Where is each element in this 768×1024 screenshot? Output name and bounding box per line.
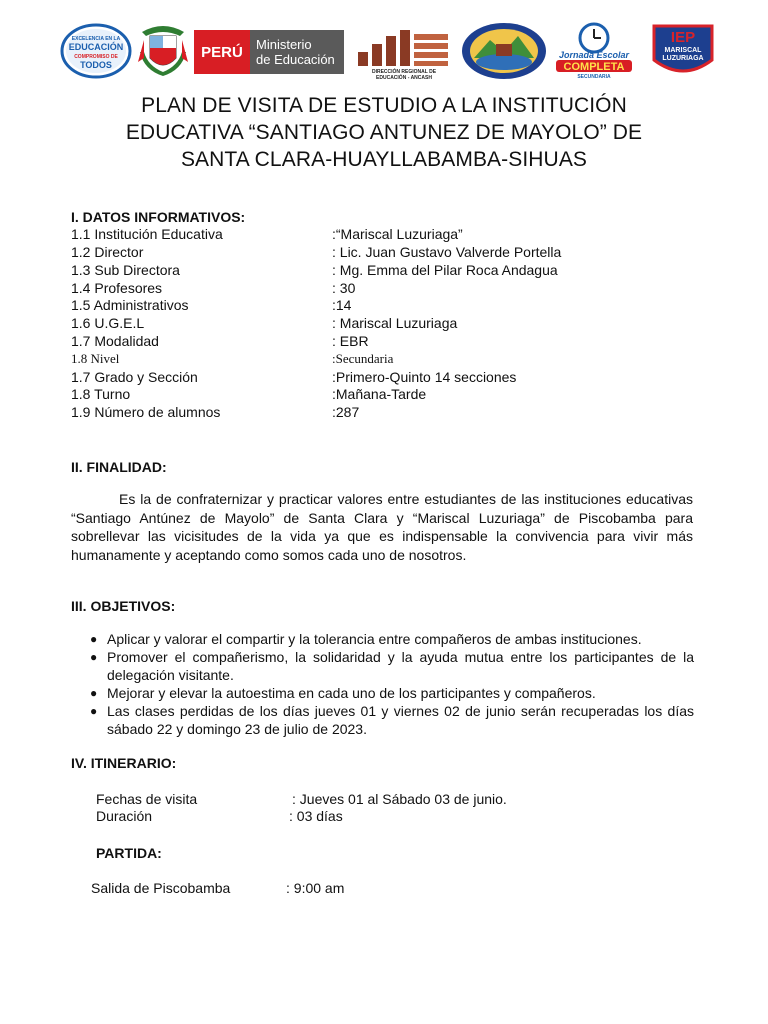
title-line-2: EDUCATIVA “SANTIAGO ANTUNEZ DE MAYOLO” DE bbox=[125, 121, 643, 144]
list-item: ● Mejorar y elevar la autoestima en cada uno de los participantes y compañeros. bbox=[90, 685, 596, 701]
duracion-value: : 03 días bbox=[289, 808, 343, 824]
fechas-value: : Jueves 01 al Sábado 03 de junio. bbox=[292, 791, 507, 807]
fechas-label: Fechas de visita bbox=[96, 791, 198, 807]
title-line-1: PLAN DE VISITA DE ESTUDIO A LA INSTITUCIÓN bbox=[141, 94, 627, 117]
svg-text:TODOS: TODOS bbox=[80, 60, 112, 70]
svg-text:IEP: IEP bbox=[670, 29, 696, 46]
jornada-escolar-completa-logo bbox=[554, 22, 634, 80]
svg-text:LUZURIAGA: LUZURIAGA bbox=[662, 55, 704, 62]
salida-label: Salida de Piscobamba bbox=[91, 880, 231, 896]
education-commitment-logo bbox=[60, 22, 132, 80]
svg-text:EXCELENCIA EN LA: EXCELENCIA EN LA bbox=[71, 36, 121, 42]
svg-text:COMPLETA: COMPLETA bbox=[563, 61, 625, 73]
partida-heading: PARTIDA: bbox=[96, 845, 162, 861]
svg-text:EDUCACIÓN - ANCASH: EDUCACIÓN - ANCASH bbox=[376, 75, 432, 80]
list-item: ● Las clases perdidas de los días jueves 01 y viernes 02 de junio serán recuperadas los días sábado 22 y domingo 23 de julio de 2023. bbox=[90, 703, 694, 737]
title-line-3: SANTA CLARA-HUAYLLABAMBA-SIHUAS bbox=[180, 148, 588, 171]
peru-label: PERÚ bbox=[194, 30, 250, 74]
objetivos-list bbox=[90, 630, 694, 738]
ugel-seal-logo bbox=[460, 22, 548, 80]
svg-text:SECUNDARIA: SECUNDARIA bbox=[577, 74, 611, 80]
bullet-icon: ● bbox=[90, 632, 98, 646]
bullet-icon: ● bbox=[90, 704, 98, 718]
objetivos-heading: III. OBJETIVOS: bbox=[71, 598, 176, 614]
bullet-icon: ● bbox=[90, 650, 98, 664]
finalidad-heading: II. FINALIDAD: bbox=[71, 459, 167, 475]
peru-coat-of-arms-logo bbox=[136, 22, 190, 80]
finalidad-paragraph: Es la de confraternizar y practicar valores entre estudiantes de las instituciones educativas “Santiago Antúnez de Mayolo” de Santa Clara y “Mariscal Luzuriaga” de Piscobamba para sobrellevar las vicisitudes de la vida ya que es indispensable la convivencia para vivir más humanamente y aceptando como somos cada uno de nosotros. bbox=[71, 491, 693, 563]
duracion-label: Duración bbox=[96, 808, 153, 824]
ministerio-educacion-logo bbox=[194, 30, 344, 74]
svg-text:COMPROMISO DE: COMPROMISO DE bbox=[74, 54, 118, 60]
svg-text:EDUCACIÓN: EDUCACIÓN bbox=[68, 42, 124, 52]
iep-mariscal-luzuriaga-logo bbox=[650, 22, 716, 80]
itinerario-heading: IV. ITINERARIO: bbox=[71, 755, 177, 771]
list-item: ● Aplicar y valorar el compartir y la tolerancia entre compañeros de ambas instituciones. bbox=[90, 631, 642, 647]
svg-text:MARISCAL: MARISCAL bbox=[664, 47, 702, 54]
list-item: ● Promover el compañerismo, la solidaridad y la ayuda mutua entre los participantes de la delegación visitante. bbox=[90, 649, 694, 683]
ministerio-label: Ministerio de Educación bbox=[250, 30, 344, 74]
logo-strip bbox=[60, 22, 720, 82]
salida-value: : 9:00 am bbox=[286, 880, 345, 896]
bullet-icon: ● bbox=[90, 686, 98, 700]
datos-heading: I. DATOS INFORMATIVOS: bbox=[71, 209, 246, 225]
svg-text:Jornada Escolar: Jornada Escolar bbox=[558, 50, 630, 60]
document-title bbox=[60, 92, 708, 173]
dre-ancash-logo bbox=[352, 22, 456, 80]
svg-text:DIRECCIÓN REGIONAL DE: DIRECCIÓN REGIONAL DE bbox=[371, 69, 437, 75]
